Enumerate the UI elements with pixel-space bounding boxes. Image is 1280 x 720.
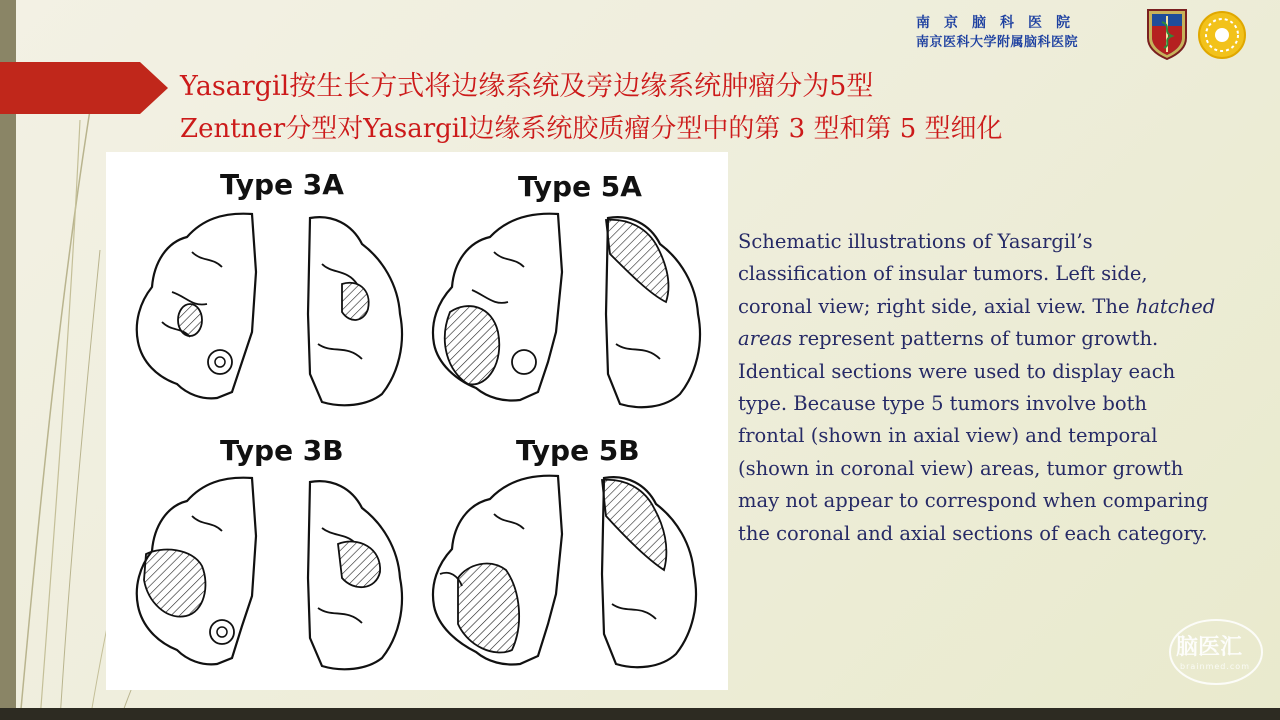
bottom-bar [0, 708, 1280, 720]
type-5a-axial-section [600, 214, 710, 412]
watermark-text: 脑医汇 [1176, 635, 1243, 660]
caption-emphasis: hatched areas [738, 294, 1216, 351]
hospital-name [916, 14, 1140, 52]
hospital-name-full: 南京医科大学附属脑科医院 [916, 35, 1079, 50]
slide-title-line2: Zentner分型对Yasargil边缘系统胶质瘤分型中的第 3 型和第 5 型细化 [180, 114, 1003, 144]
watermark-url: brainmed.com [1180, 662, 1250, 671]
slide-title-line1: Yasargil按生长方式将边缘系统及旁边缘系统肿瘤分为5型 [180, 71, 874, 102]
type-5b-coronal-section [428, 474, 568, 668]
type-3b-axial-section [302, 478, 412, 674]
type-3b-coronal-section [132, 476, 262, 668]
figure-caption [738, 226, 1218, 550]
caption-part-2: represent patterns of tumor growth. Identical sections were used to display each type. Because type 5 tumors involve both frontal (shown in axial view) and temporal (shown in coronal view) areas, tumor growth may not appear to correspond when comparing the coronal and axial sections of each category. [738, 327, 1209, 545]
slide-title [180, 66, 1003, 150]
hospital-shield-icon [1146, 8, 1188, 60]
title-banner-arrow [0, 62, 168, 114]
type-3a-axial-section [302, 214, 412, 410]
caption-part-1: Schematic illustrations of Yasargil’s classification of insular tumors. Left side, coronal view; right side, axial view. The [738, 230, 1148, 318]
label-type-3b: Type 3B [220, 434, 344, 467]
label-type-5b: Type 5B [516, 434, 640, 467]
logo-badge-icon [1196, 10, 1248, 60]
type-5b-axial-section [596, 474, 706, 672]
type-3a-coronal-section [132, 212, 262, 402]
insular-tumor-figure [106, 152, 728, 690]
label-type-5a: Type 5A [518, 170, 642, 203]
hospital-name-short: 南京脑科医院 [916, 15, 1084, 31]
type-5a-coronal-section [428, 212, 568, 404]
label-type-3a: Type 3A [220, 168, 344, 201]
